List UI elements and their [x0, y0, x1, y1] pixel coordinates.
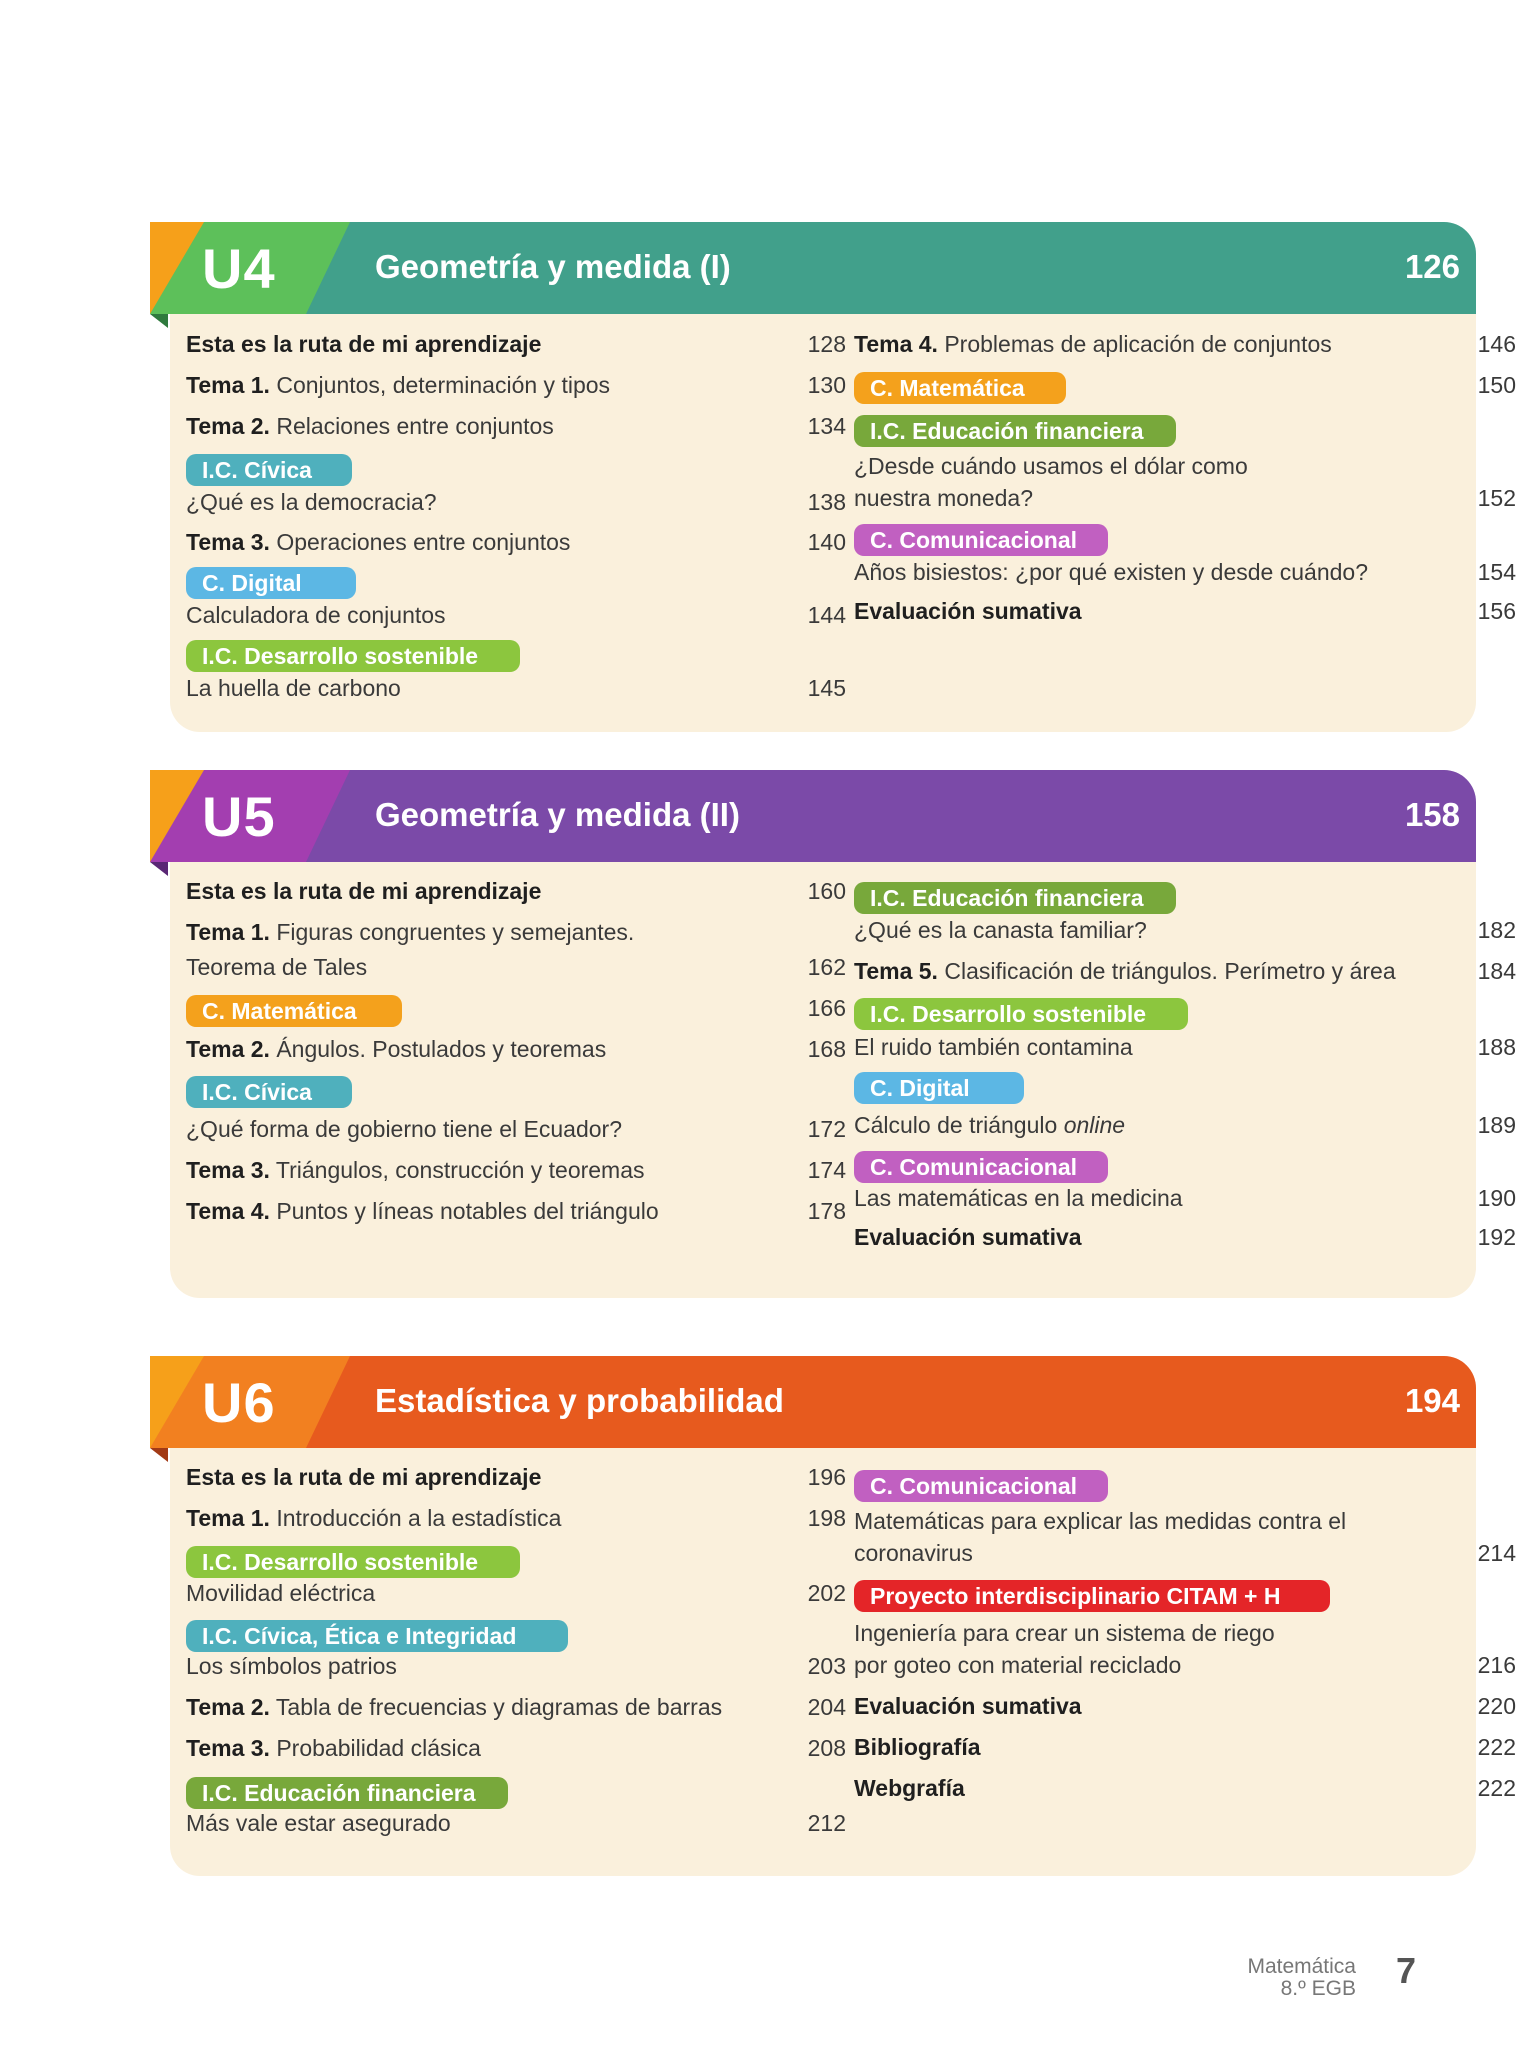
toc-entry[interactable]: Webgrafía: [854, 1775, 965, 1801]
badge-c-matematica: C. Matemática: [854, 372, 1066, 404]
toc-entry[interactable]: Las matemáticas en la medicina: [854, 1185, 1183, 1211]
toc-page: 203: [807, 1653, 846, 1679]
toc-page: 174: [807, 1157, 846, 1183]
toc-page: 184: [1477, 958, 1516, 984]
toc-entry[interactable]: Tema 3. Probabilidad clásica: [186, 1735, 481, 1761]
badge-c-digital: C. Digital: [186, 567, 356, 599]
badge-ic-educacion-financiera: I.C. Educación financiera: [854, 415, 1176, 447]
toc-page: 140: [807, 529, 846, 555]
toc-page: 160: [807, 878, 846, 904]
unit-5-title: Geometría y medida (II): [375, 796, 740, 833]
toc-page: 144: [807, 602, 846, 628]
toc-page: 138: [807, 489, 846, 515]
toc-page: 152: [1477, 485, 1516, 511]
toc-entry[interactable]: Tema 2. Ángulos. Postulados y teoremas: [186, 1036, 607, 1062]
unit-4-title: Geometría y medida (I): [375, 248, 731, 285]
badge-proyecto-interdisciplinario: Proyecto interdisciplinario CITAM + H: [854, 1580, 1330, 1612]
toc-page: 156: [1477, 598, 1516, 624]
toc-entry[interactable]: Ingeniería para crear un sistema de riego: [854, 1620, 1275, 1646]
badge-c-digital: C. Digital: [854, 1072, 1024, 1104]
toc-page: 178: [807, 1198, 846, 1224]
toc-entry[interactable]: Esta es la ruta de mi aprendizaje: [186, 1464, 542, 1490]
toc-entry[interactable]: Calculadora de conjuntos: [186, 602, 446, 628]
toc-page: 216: [1477, 1652, 1516, 1678]
toc-entry[interactable]: Tema 4. Puntos y líneas notables del triángulo: [186, 1198, 659, 1224]
unit-4-page: 126: [1404, 248, 1460, 285]
toc-entry[interactable]: Tema 4. Problemas de aplicación de conjuntos: [854, 331, 1332, 357]
toc-entry[interactable]: nuestra moneda?: [854, 485, 1034, 511]
toc-entry[interactable]: Cálculo de triángulo online: [854, 1112, 1126, 1138]
toc-entry[interactable]: Tema 1. Conjuntos, determinación y tipos: [186, 372, 611, 398]
toc-entry[interactable]: Esta es la ruta de mi aprendizaje: [186, 878, 542, 904]
toc-entry[interactable]: ¿Qué es la democracia?: [186, 489, 437, 515]
toc-page: 162: [807, 954, 846, 980]
badge-ic-civica: I.C. Cívica: [186, 454, 352, 486]
toc-entry[interactable]: Teorema de Tales: [186, 954, 368, 980]
badge-ic-educacion-financiera: I.C. Educación financiera: [186, 1777, 508, 1809]
toc-page: 168: [807, 1036, 846, 1062]
badge-c-comunicacional: C. Comunicacional: [854, 1470, 1108, 1502]
toc-entry[interactable]: coronavirus: [854, 1540, 973, 1566]
unit-5-code: U5: [202, 785, 276, 848]
unit-6-fold: [150, 1448, 168, 1462]
toc-page: 196: [807, 1464, 846, 1490]
footer-subject: [1247, 1956, 1356, 2000]
toc-page: 190: [1477, 1185, 1516, 1211]
badge-ic-desarrollo-sostenible: I.C. Desarrollo sostenible: [186, 640, 520, 672]
toc-entry[interactable]: Los símbolos patrios: [186, 1653, 397, 1679]
toc-entry[interactable]: Tema 3. Triángulos, construcción y teoremas: [186, 1157, 645, 1183]
toc-entry[interactable]: El ruido también contamina: [854, 1034, 1133, 1060]
toc-page: 198: [807, 1505, 846, 1531]
toc-entry[interactable]: Tema 1. Figuras congruentes y semejantes.: [186, 919, 635, 945]
toc-page: 182: [1477, 917, 1516, 943]
toc-entry[interactable]: ¿Qué es la canasta familiar?: [854, 917, 1147, 943]
toc-page: 202: [807, 1580, 846, 1606]
page-number: 7: [1395, 1950, 1416, 1991]
toc-entry[interactable]: Tema 1. Introducción a la estadística: [186, 1505, 562, 1531]
badge-c-matematica: C. Matemática: [186, 995, 402, 1027]
toc-page: 128: [807, 331, 846, 357]
toc-page: 189: [1477, 1112, 1516, 1138]
footer-subject-name: Matemática: [1247, 1955, 1356, 1978]
toc-entry[interactable]: Tema 2. Tabla de frecuencias y diagramas de barras: [186, 1694, 723, 1720]
toc-entry[interactable]: Más vale estar asegurado: [186, 1810, 451, 1836]
toc-page: 222: [1477, 1775, 1516, 1801]
toc-entry[interactable]: Tema 3. Operaciones entre conjuntos: [186, 529, 571, 555]
unit-4-fold: [150, 314, 168, 328]
toc-page: 220: [1477, 1693, 1516, 1719]
unit-6-page: 194: [1404, 1382, 1460, 1419]
badge-c-comunicacional: C. Comunicacional: [854, 524, 1108, 556]
toc-page: 145: [807, 675, 846, 701]
toc-page: 150: [1477, 372, 1516, 398]
toc-entry[interactable]: Movilidad eléctrica: [186, 1580, 376, 1606]
toc-entry[interactable]: La huella de carbono: [186, 675, 401, 701]
toc-page: 192: [1477, 1224, 1516, 1250]
unit-6-section: [150, 1356, 1516, 1876]
unit-5-header[interactable]: [150, 770, 1476, 862]
unit-6-header[interactable]: [150, 1356, 1476, 1448]
toc-entry[interactable]: Evaluación sumativa: [854, 598, 1082, 624]
badge-ic-desarrollo-sostenible: I.C. Desarrollo sostenible: [186, 1546, 520, 1578]
toc-entry[interactable]: Evaluación sumativa: [854, 1693, 1082, 1719]
toc-page: 214: [1477, 1540, 1516, 1566]
toc-page: 154: [1477, 559, 1516, 585]
unit-5-section: [150, 770, 1516, 1298]
toc-entry[interactable]: Años bisiestos: ¿por qué existen y desde cuándo?: [854, 559, 1368, 585]
badge-ic-civica: I.C. Cívica: [186, 1076, 352, 1108]
toc-page: 134: [807, 413, 846, 439]
unit-4-section: [150, 222, 1516, 732]
unit-5-page: 158: [1404, 796, 1460, 833]
toc-page: 130: [807, 372, 846, 398]
toc-page: 166: [807, 995, 846, 1021]
toc-entry[interactable]: Esta es la ruta de mi aprendizaje: [186, 331, 542, 357]
toc-page: 188: [1477, 1034, 1516, 1060]
unit-6-code: U6: [202, 1371, 276, 1434]
toc-entry[interactable]: Matemáticas para explicar las medidas contra el: [854, 1508, 1347, 1534]
toc-entry[interactable]: Bibliografía: [854, 1734, 981, 1760]
toc-page: 146: [1477, 331, 1516, 357]
toc-page: 172: [807, 1116, 846, 1142]
badge-ic-civica-etica-integridad: I.C. Cívica, Ética e Integridad: [186, 1620, 568, 1652]
footer-grade: 8.º EGB: [1280, 1977, 1356, 2000]
toc-page: 212: [807, 1810, 846, 1836]
badge-ic-educacion-financiera: I.C. Educación financiera: [854, 882, 1176, 914]
toc-page: 208: [807, 1735, 846, 1761]
unit-4-header[interactable]: [150, 222, 1476, 314]
unit-5-fold: [150, 862, 168, 876]
badge-c-comunicacional: C. Comunicacional: [854, 1151, 1108, 1183]
toc-page: 204: [807, 1694, 846, 1720]
badge-ic-desarrollo-sostenible: I.C. Desarrollo sostenible: [854, 998, 1188, 1030]
toc-page: 222: [1477, 1734, 1516, 1760]
toc-entry[interactable]: Tema 2. Relaciones entre conjuntos: [186, 413, 554, 439]
toc-entry[interactable]: por goteo con material reciclado: [854, 1652, 1182, 1678]
unit-6-title: Estadística y probabilidad: [375, 1382, 784, 1419]
toc-entry[interactable]: Evaluación sumativa: [854, 1224, 1082, 1250]
toc-entry[interactable]: ¿Desde cuándo usamos el dólar como: [854, 453, 1248, 479]
unit-4-code: U4: [202, 237, 276, 300]
toc-entry[interactable]: ¿Qué forma de gobierno tiene el Ecuador?: [186, 1116, 622, 1142]
toc-entry[interactable]: Tema 5. Clasificación de triángulos. Perímetro y área: [854, 958, 1396, 984]
